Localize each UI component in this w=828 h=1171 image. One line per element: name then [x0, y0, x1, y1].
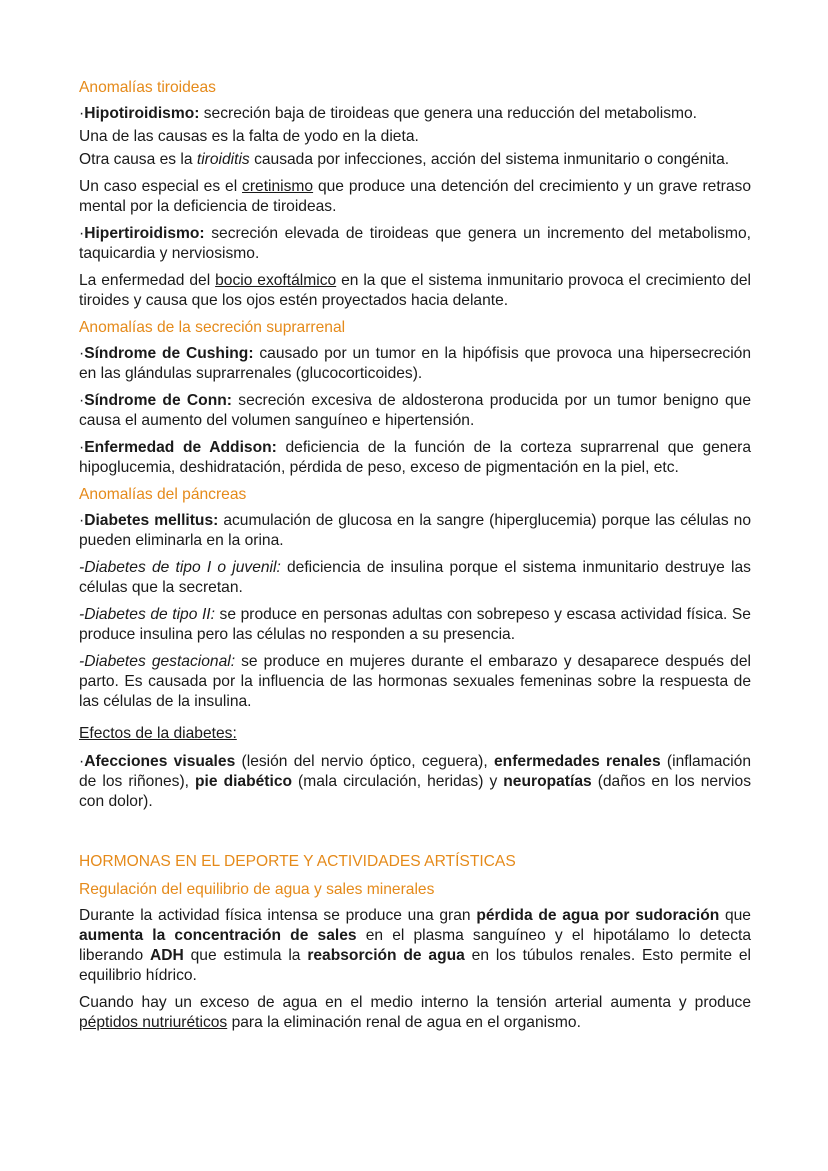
- para-diabetes-gestacional: -Diabetes gestacional: se produce en mujeres durante el embarazo y desaparece después del parto. Es causada por la influencia de las hormonas sexuales femeninas sobre la respuesta de las células de la insulina.: [79, 653, 751, 710]
- heading-suprarrenal: Anomalías de la secreción suprarrenal: [79, 319, 346, 336]
- para-diabetes-tipo-2: -Diabetes de tipo II: se produce en personas adultas con sobrepeso y escasa actividad física. Se produce insulina pero las células no responden a su presencia.: [79, 606, 751, 643]
- heading-regulacion-agua: Regulación del equilibrio de agua y sales minerales: [79, 881, 435, 898]
- para-addison: ·Enfermedad de Addison: deficiencia de la función de la corteza suprarrenal que genera hipoglucemia, deshidratación, pérdida de peso, exceso de pigmentación en la piel, etc.: [79, 439, 752, 476]
- heading-pancreas: Anomalías del páncreas: [79, 486, 247, 503]
- heading-hormonas-deporte: HORMONAS EN EL DEPORTE Y ACTIVIDADES ARTÍSTICAS: [79, 853, 516, 870]
- para-causa-yodo: Una de las causas es la falta de yodo en la dieta.: [79, 128, 419, 145]
- para-efectos-diabetes: ·Afecciones visuales (lesión del nervio óptico, ceguera), enfermedades renales (inflamación de los riñones), pie diabético (mala circulación, heridas) y neuropatías (daños en los nervios con dolor).: [79, 753, 751, 810]
- para-hipertiroidismo: ·Hipertiroidismo: secreción elevada de tiroideas que genera un incremento del metabolismo, taquicardia y nerviosismo.: [79, 225, 751, 262]
- para-exceso-agua: Cuando hay un exceso de agua en el medio interno la tensión arterial aumenta y produce péptidos nutriuréticos para la eliminación renal de agua en el organismo.: [79, 994, 751, 1031]
- para-actividad-fisica: Durante la actividad física intensa se produce una gran pérdida de agua por sudoración que aumenta la concentración de sales en el plasma sanguíneo y el hipotálamo lo detecta liberando ADH que estimula la reabsorción de agua en los túbulos renales. Esto permite el equilibrio hídrico.: [79, 907, 752, 984]
- document-content: [79, 78, 751, 1040]
- para-diabetes-mellitus: ·Diabetes mellitus: acumulación de glucosa en la sangre (hiperglucemia) porque las células no pueden eliminarla en la orina.: [79, 512, 751, 549]
- heading-tiroideas: Anomalías tiroideas: [79, 79, 216, 96]
- para-causa-tiroiditis: Otra causa es la tiroiditis causada por infecciones, acción del sistema inmunitario o congénita.: [79, 151, 730, 168]
- efectos-title: Efectos de la diabetes:: [79, 725, 237, 742]
- para-cretinismo: Un caso especial es el cretinismo que produce una detención del crecimiento y un grave retraso mental por la deficiencia de tiroideas.: [79, 178, 751, 215]
- para-diabetes-tipo-1: -Diabetes de tipo I o juvenil: deficiencia de insulina porque el sistema inmunitario destruye las células que la secretan.: [79, 559, 751, 596]
- para-bocio: La enfermedad del bocio exoftálmico en la que el sistema inmunitario provoca el crecimiento del tiroides y causa que los ojos estén proyectados hacia delante.: [79, 272, 752, 309]
- para-cushing: ·Síndrome de Cushing: causado por un tumor en la hipófisis que provoca una hipersecreción en las glándulas suprarrenales (glucocorticoides).: [79, 345, 751, 382]
- para-conn: ·Síndrome de Conn: secreción excesiva de aldosterona producida por un tumor benigno que causa el aumento del volumen sanguíneo e hipertensión.: [79, 392, 752, 429]
- para-hipotiroidismo: ·Hipotiroidismo: secreción baja de tiroideas que genera una reducción del metabolismo.: [79, 105, 697, 122]
